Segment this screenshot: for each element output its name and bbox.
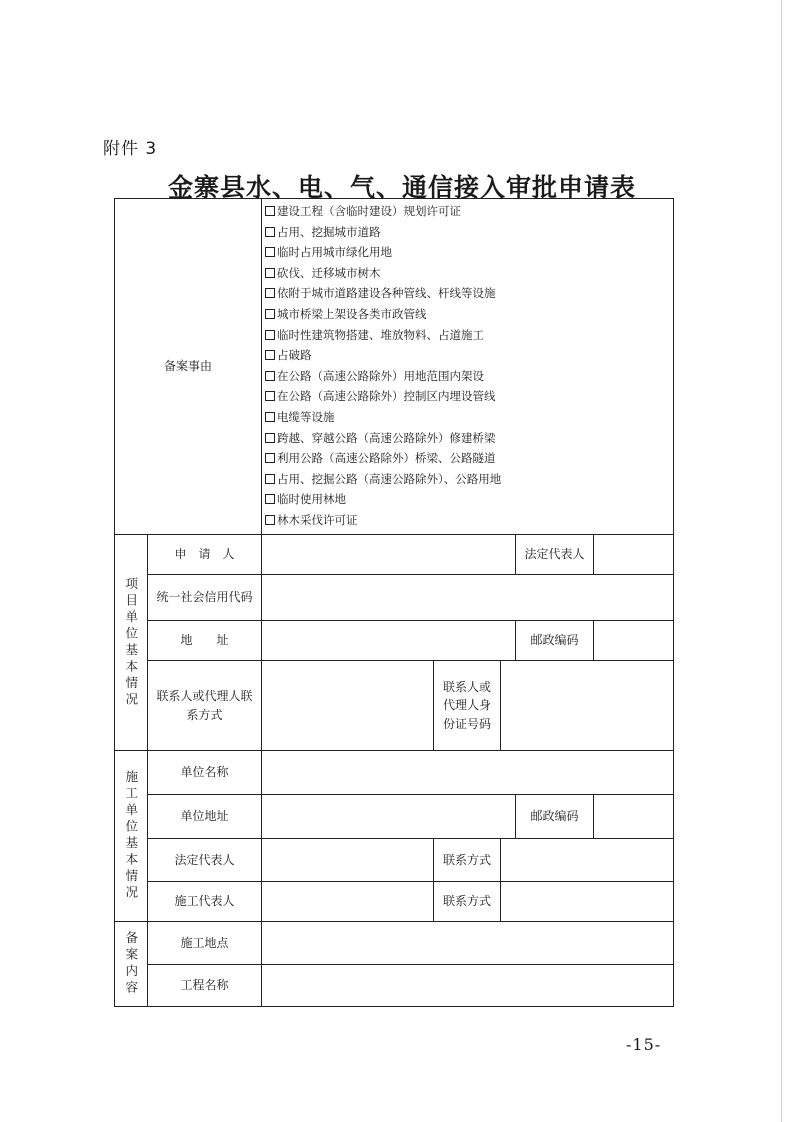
applicant-field[interactable] bbox=[262, 535, 516, 575]
checkbox-icon[interactable] bbox=[265, 515, 275, 525]
contact2-label: 联系方式 bbox=[434, 882, 501, 922]
unit-postcode-field[interactable] bbox=[594, 795, 674, 839]
reason-option-label: 临时性建筑物搭建、堆放物料、占道施工 bbox=[277, 327, 485, 342]
reason-checkbox-list bbox=[265, 201, 673, 531]
checkbox-icon[interactable] bbox=[265, 288, 275, 298]
reason-option[interactable] bbox=[265, 345, 673, 366]
checkbox-icon[interactable] bbox=[265, 330, 275, 340]
applicant-label: 申 请 人 bbox=[148, 535, 262, 575]
construction-section-label-cell bbox=[115, 751, 148, 922]
contact-field[interactable] bbox=[262, 661, 434, 751]
credit-code-label: 统一社会信用代码 bbox=[148, 575, 262, 621]
reason-option-label: 林木采伐许可证 bbox=[277, 512, 358, 527]
reason-option[interactable] bbox=[265, 304, 673, 325]
checkbox-icon[interactable] bbox=[265, 309, 275, 319]
reason-option-label: 依附于城市道路建设各种管线、杆线等设施 bbox=[277, 286, 496, 301]
checkbox-icon[interactable] bbox=[265, 227, 275, 237]
contact2-field[interactable] bbox=[501, 882, 674, 922]
record-section-label-cell bbox=[115, 922, 148, 1007]
scan-edge-line bbox=[781, 0, 782, 1122]
address-label: 地 址 bbox=[148, 621, 262, 661]
reason-option[interactable] bbox=[265, 366, 673, 387]
construction-section-label: 施工单位基本情况 bbox=[123, 770, 139, 902]
site-label: 施工地点 bbox=[148, 922, 262, 965]
legal-rep-field[interactable] bbox=[594, 535, 674, 575]
checkbox-icon[interactable] bbox=[265, 371, 275, 381]
unit-name-label: 单位名称 bbox=[148, 751, 262, 795]
reason-option[interactable] bbox=[265, 386, 673, 407]
reason-option-label: 在公路（高速公路除外）控制区内埋设管线 bbox=[277, 389, 496, 404]
builder-rep-field[interactable] bbox=[262, 882, 434, 922]
unit-address-field[interactable] bbox=[262, 795, 516, 839]
project-section-label: 项目单位基本情况 bbox=[123, 576, 139, 709]
record-section-label: 备案内容 bbox=[123, 931, 139, 997]
postcode-field[interactable] bbox=[594, 621, 674, 661]
unit-address-label: 单位地址 bbox=[148, 795, 262, 839]
checkbox-icon[interactable] bbox=[265, 433, 275, 443]
reason-option[interactable] bbox=[265, 489, 673, 510]
reason-option-label: 利用公路（高速公路除外）桥梁、公路隧道 bbox=[277, 451, 496, 466]
contact-id-label: 联系人或代理人身份证号码 bbox=[434, 661, 501, 751]
reason-options-cell bbox=[262, 199, 674, 535]
reason-option[interactable] bbox=[265, 283, 673, 304]
reason-option-label: 砍伐、迁移城市树木 bbox=[277, 265, 381, 280]
unit-legal-rep-field[interactable] bbox=[262, 839, 434, 882]
contact1-label: 联系方式 bbox=[434, 839, 501, 882]
reason-option[interactable] bbox=[265, 407, 673, 428]
reason-label: 备案事由 bbox=[164, 359, 213, 374]
reason-option[interactable] bbox=[265, 469, 673, 490]
reason-option-label: 建设工程（含临时建设）规划许可证 bbox=[277, 204, 462, 218]
contact-id-field[interactable] bbox=[501, 661, 674, 751]
reason-option[interactable] bbox=[265, 325, 673, 346]
checkbox-icon[interactable] bbox=[265, 391, 275, 401]
reason-option[interactable] bbox=[265, 263, 673, 284]
postcode-label: 邮政编码 bbox=[516, 621, 594, 661]
reason-option[interactable] bbox=[265, 201, 673, 222]
legal-rep-label: 法定代表人 bbox=[516, 535, 594, 575]
contact1-field[interactable] bbox=[501, 839, 674, 882]
checkbox-icon[interactable] bbox=[265, 268, 275, 278]
checkbox-icon[interactable] bbox=[265, 494, 275, 504]
reason-option[interactable] bbox=[265, 448, 673, 469]
reason-option-label: 占用、挖掘公路（高速公路除外）、公路用地 bbox=[277, 471, 502, 486]
contact-label: 联系人或代理人联系方式 bbox=[148, 661, 262, 751]
checkbox-icon[interactable] bbox=[265, 453, 275, 463]
checkbox-icon[interactable] bbox=[265, 206, 275, 216]
reason-option-label: 城市桥梁上架设各类市政管线 bbox=[277, 306, 427, 321]
reason-option[interactable] bbox=[265, 510, 673, 531]
builder-rep-label: 施工代表人 bbox=[148, 882, 262, 922]
unit-legal-rep-label: 法定代表人 bbox=[148, 839, 262, 882]
reason-option[interactable] bbox=[265, 222, 673, 243]
unit-postcode-label: 邮政编码 bbox=[516, 795, 594, 839]
page-number: -15- bbox=[626, 1035, 662, 1054]
reason-option-label: 电缆等设施 bbox=[277, 409, 335, 424]
credit-code-field[interactable] bbox=[262, 575, 674, 621]
application-form-table bbox=[114, 198, 674, 1007]
checkbox-icon[interactable] bbox=[265, 247, 275, 257]
reason-option-label: 占破路 bbox=[277, 348, 312, 363]
project-section-label-cell bbox=[115, 535, 148, 751]
reason-label-cell bbox=[115, 199, 262, 535]
project-name-field[interactable] bbox=[262, 965, 674, 1007]
reason-option-label: 临时使用林地 bbox=[277, 492, 347, 507]
project-name-label: 工程名称 bbox=[148, 965, 262, 1007]
site-field[interactable] bbox=[262, 922, 674, 965]
form-title: 金寨县水、电、气、通信接入审批申请表 bbox=[167, 173, 636, 202]
reason-option-label: 占用、挖掘城市道路 bbox=[277, 224, 381, 239]
attachment-label: 附件 3 bbox=[103, 139, 158, 159]
checkbox-icon[interactable] bbox=[265, 412, 275, 422]
reason-option-label: 跨越、穿越公路（高速公路除外）修建桥梁 bbox=[277, 430, 496, 445]
checkbox-icon[interactable] bbox=[265, 350, 275, 360]
reason-option-label: 临时占用城市绿化用地 bbox=[277, 245, 393, 260]
reason-option-label: 在公路（高速公路除外）用地范围内架设 bbox=[277, 368, 485, 383]
reason-option[interactable] bbox=[265, 242, 673, 263]
reason-option[interactable] bbox=[265, 428, 673, 449]
unit-name-field[interactable] bbox=[262, 751, 674, 795]
checkbox-icon[interactable] bbox=[265, 474, 275, 484]
address-field[interactable] bbox=[262, 621, 516, 661]
